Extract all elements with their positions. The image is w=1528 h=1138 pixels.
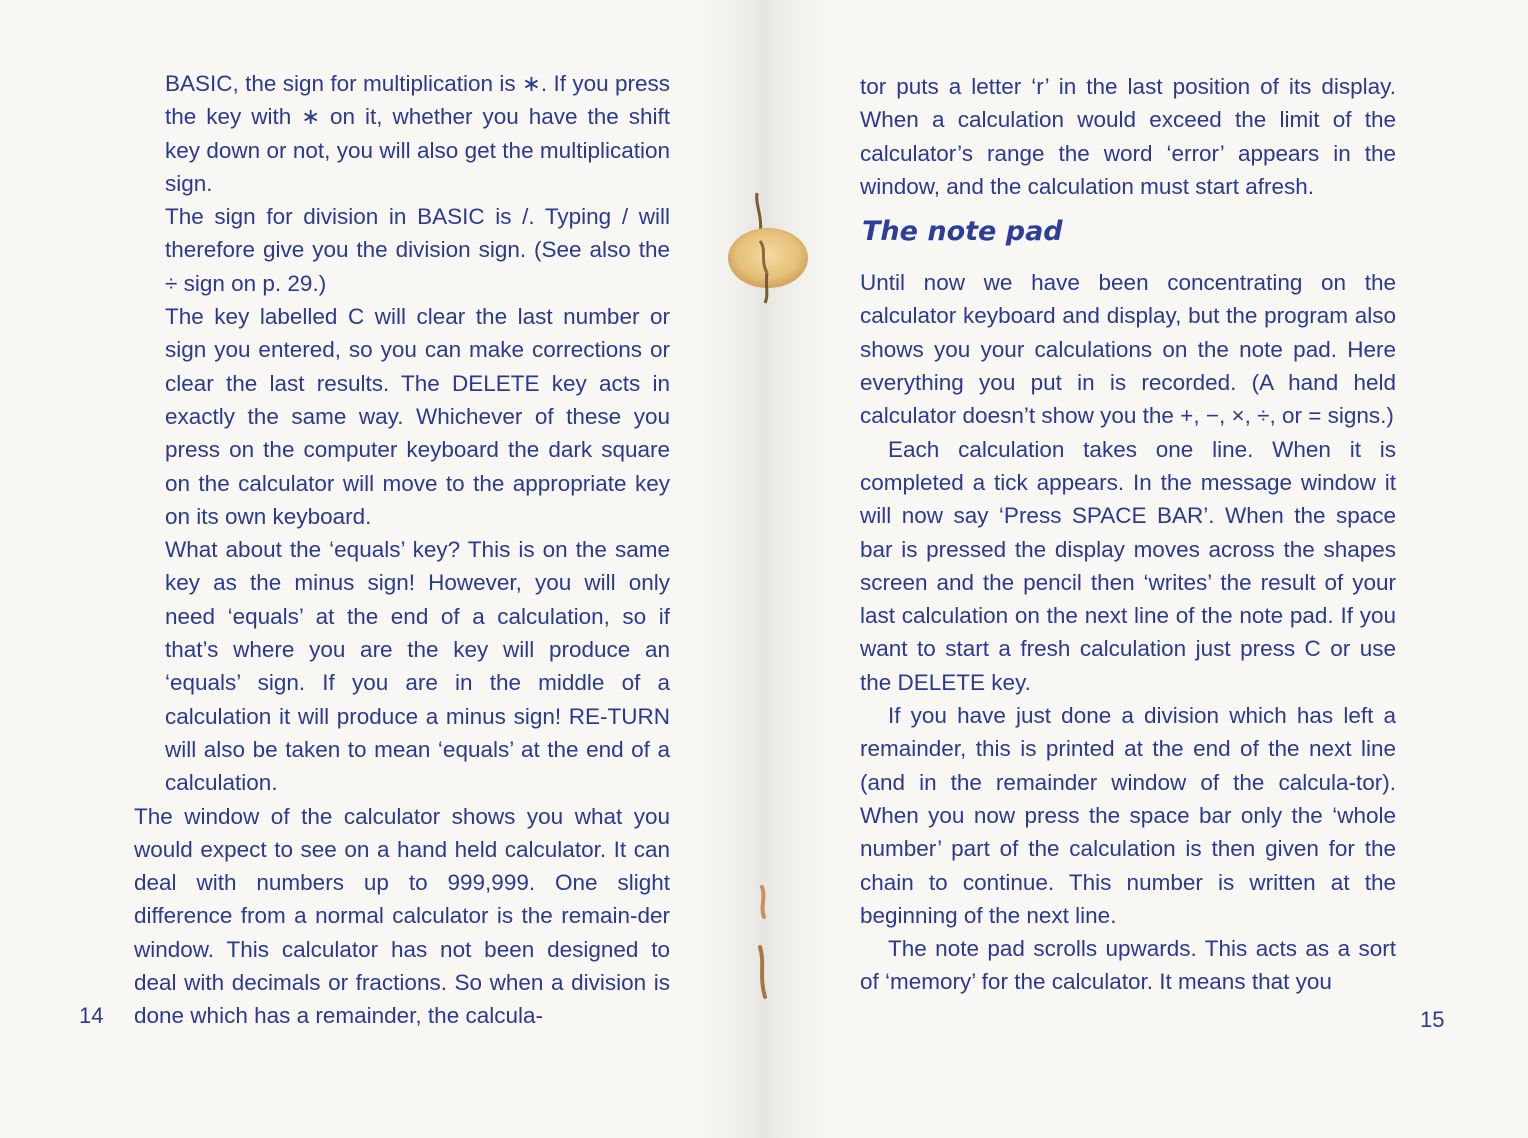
page-number-left: 14 (79, 1003, 104, 1028)
page-number-right: 15 (1420, 1007, 1445, 1032)
left-paragraph-1: BASIC, the sign for multiplication is ∗. If you press the key with ∗ on it, whether you have the shift key down or not, you will also get the multiplication sign. (165, 71, 670, 196)
right-paragraph-1: Until now we have been concentrating on the calculator keyboard and display, but the program also shows you your calculations on the note pad. Here everything you put in is recorded. (A hand held calculator doesn’t show you the +, −, ×, ÷, or = signs.) (860, 270, 1396, 429)
left-text-column (134, 67, 670, 1033)
right-paragraph-2: Each calculation takes one line. When it is completed a tick appears. In the message window it will now say ‘Press SPACE BAR’. When the space bar is pressed the display moves across the shapes screen and the pencil then ‘writes’ the result of your last calculation on the next line of the note pad. If you want to start a fresh calculation just press C or use the DELETE key. (860, 436, 1396, 695)
right-paragraph-4: The note pad scrolls upwards. This acts as a sort of ‘memory’ for the calculator. It means that you (860, 936, 1396, 995)
section-heading: The note pad (862, 216, 1063, 248)
right-paragraph-3: If you have just done a division which has left a remainder, this is printed at the end of the next line (and in the remainder window of the calcula-tor). When you now press the space bar only the ‘whole number’ part of the calculation is then given for the chain to continue. This number is written at the beginning of the next line. (860, 703, 1396, 928)
left-paragraph-3: The key labelled C will clear the last number or sign you entered, so you can make corrections or clear the last results. The DELETE key acts in exactly the same way. Whichever of these you press on the computer keyboard the dark square on the calculator will move to the appropriate key on its own keyboard. (165, 304, 670, 529)
left-paragraph-2: The sign for division in BASIC is /. Typing / will therefore give you the division sign. (See also the ÷ sign on p. 29.) (165, 204, 670, 296)
right-page (764, 0, 1528, 1138)
right-text-column (860, 70, 1396, 999)
left-paragraph-4: What about the ‘equals’ key? This is on the same key as the minus sign! However, you will only need ‘equals’ at the end of a calculation, so if that’s where you are the key will produce an ‘equals’ sign. If you are in the middle of a calculation it will produce a minus sign! RE-TURN will also be taken to mean ‘equals’ at the end of a calculation. (165, 537, 670, 796)
right-intro-paragraph: tor puts a letter ‘r’ in the last position of its display. When a calculation would exceed the limit of the calculator’s range the word ‘error’ appears in the window, and the calculation must start afresh. (860, 74, 1396, 199)
left-paragraph-5: The window of the calculator shows you what you would expect to see on a hand held calculator. It can deal with numbers up to 999,999. One slight difference from a normal calculator is the remain-der window. This calculator has not been designed to deal with decimals or fractions. So when a division is done which has a remainder, the calcula- (134, 803, 670, 1029)
